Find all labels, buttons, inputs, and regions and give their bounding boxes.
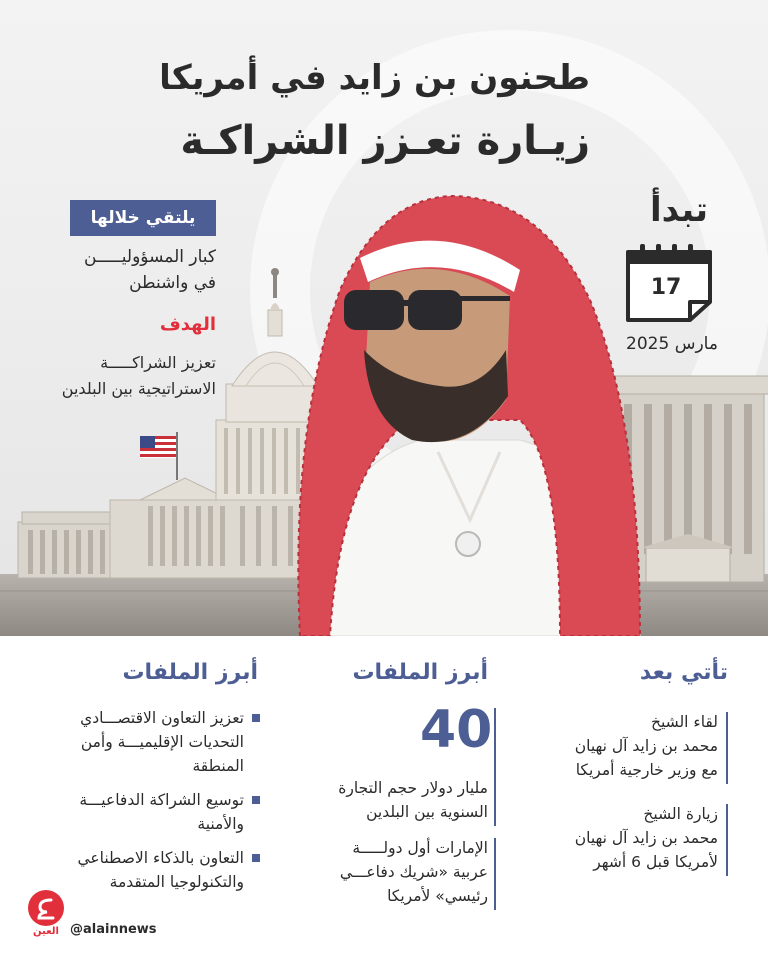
- bullet-1-line3: المنطقة: [192, 757, 244, 775]
- after-item-1-line1: لقاء الشيخ: [650, 713, 718, 731]
- bullet-square-icon: [252, 796, 260, 804]
- capitol-left-wing: [18, 512, 118, 578]
- divider-bar: [726, 804, 728, 876]
- bullet-1-line1: تعزيز التعاون الاقتصـــادي: [80, 709, 244, 727]
- meeting-text-line1: كبار المسؤوليـــــن: [83, 247, 216, 267]
- logo-word: العين: [33, 926, 59, 937]
- calendar-day: 17: [650, 275, 682, 300]
- files-middle-item-2: [300, 836, 488, 908]
- meeting-badge: يلتقي خلالها: [70, 200, 216, 236]
- person-portrait: [298, 196, 640, 636]
- files-left-bullet-2: [24, 788, 260, 836]
- files-middle-item-1-line1: مليار دولار حجم التجارة: [338, 779, 488, 797]
- alain-logo-icon: [26, 888, 66, 928]
- bullet-square-icon: [252, 714, 260, 722]
- goal-text: [10, 350, 216, 402]
- bullet-square-icon: [252, 854, 260, 862]
- meeting-text-line2: في واشنطن: [129, 273, 216, 293]
- social-handle: @alainnews: [70, 922, 157, 937]
- files-left-heading: أبرز الملفات: [122, 660, 258, 685]
- after-item-1-line3: مع وزير خارجية أمريكا: [575, 761, 718, 779]
- divider-bar: [726, 712, 728, 784]
- bullet-3-text: [24, 846, 244, 894]
- bullet-1-line2: التحديات الإقليميـــة وأمن: [80, 733, 244, 751]
- files-middle-heading: أبرز الملفات: [352, 660, 488, 685]
- headline-line1: طحنون بن زايد في أمريكا: [159, 58, 590, 98]
- after-item-1: [548, 710, 718, 782]
- files-left-bullet-3: [24, 846, 260, 894]
- after-item-2-line2: محمد بن زايد آل نهيان: [574, 829, 718, 847]
- bullet-1-text: [24, 706, 244, 778]
- trade-number: 40: [420, 700, 493, 760]
- goal-text-line2: الاستراتيجية بين البلدين: [61, 379, 216, 398]
- after-item-2-line1: زيارة الشيخ: [643, 805, 718, 823]
- after-item-1-line2: محمد بن زايد آل نهيان: [574, 737, 718, 755]
- bullet-2-text: [24, 788, 244, 836]
- after-item-2: [548, 802, 718, 874]
- files-middle-item-2-line2: عربية «شريك دفاعـــي: [339, 863, 488, 881]
- start-label: تبدأ: [650, 190, 708, 230]
- meeting-text: [40, 244, 216, 296]
- goal-text-line1: تعزيز الشراكـــــة: [100, 353, 216, 372]
- files-middle-item-2-line1: الإمارات أول دولـــــة: [352, 839, 488, 857]
- start-date: مارس 2025: [626, 334, 718, 354]
- after-heading: تأتي بعد: [639, 660, 728, 685]
- goal-label: الهدف: [159, 314, 216, 335]
- bullet-3-line1: التعاون بالذكاء الاصطناعي: [77, 849, 244, 867]
- divider-bar: [494, 708, 496, 826]
- bullet-3-line2: والتكنولوجيا المتقدمة: [109, 873, 244, 891]
- files-middle-item-2-line3: رئيسي» لأمريكا: [387, 887, 488, 905]
- after-item-2-line3: لأمريكا قبل 6 أشهر: [593, 853, 718, 871]
- divider-bar: [494, 838, 496, 910]
- bullet-2-line1: توسيع الشراكة الدفاعيـــة: [79, 791, 244, 809]
- bullet-2-line2: والأمنية: [197, 815, 244, 833]
- files-middle-item-1: [300, 776, 488, 824]
- files-left-bullet-1: [24, 706, 260, 778]
- headline-line2: زيـارة تعـزز الشراكـة: [180, 118, 590, 164]
- files-middle-item-1-line2: السنوية بين البلدين: [366, 803, 488, 821]
